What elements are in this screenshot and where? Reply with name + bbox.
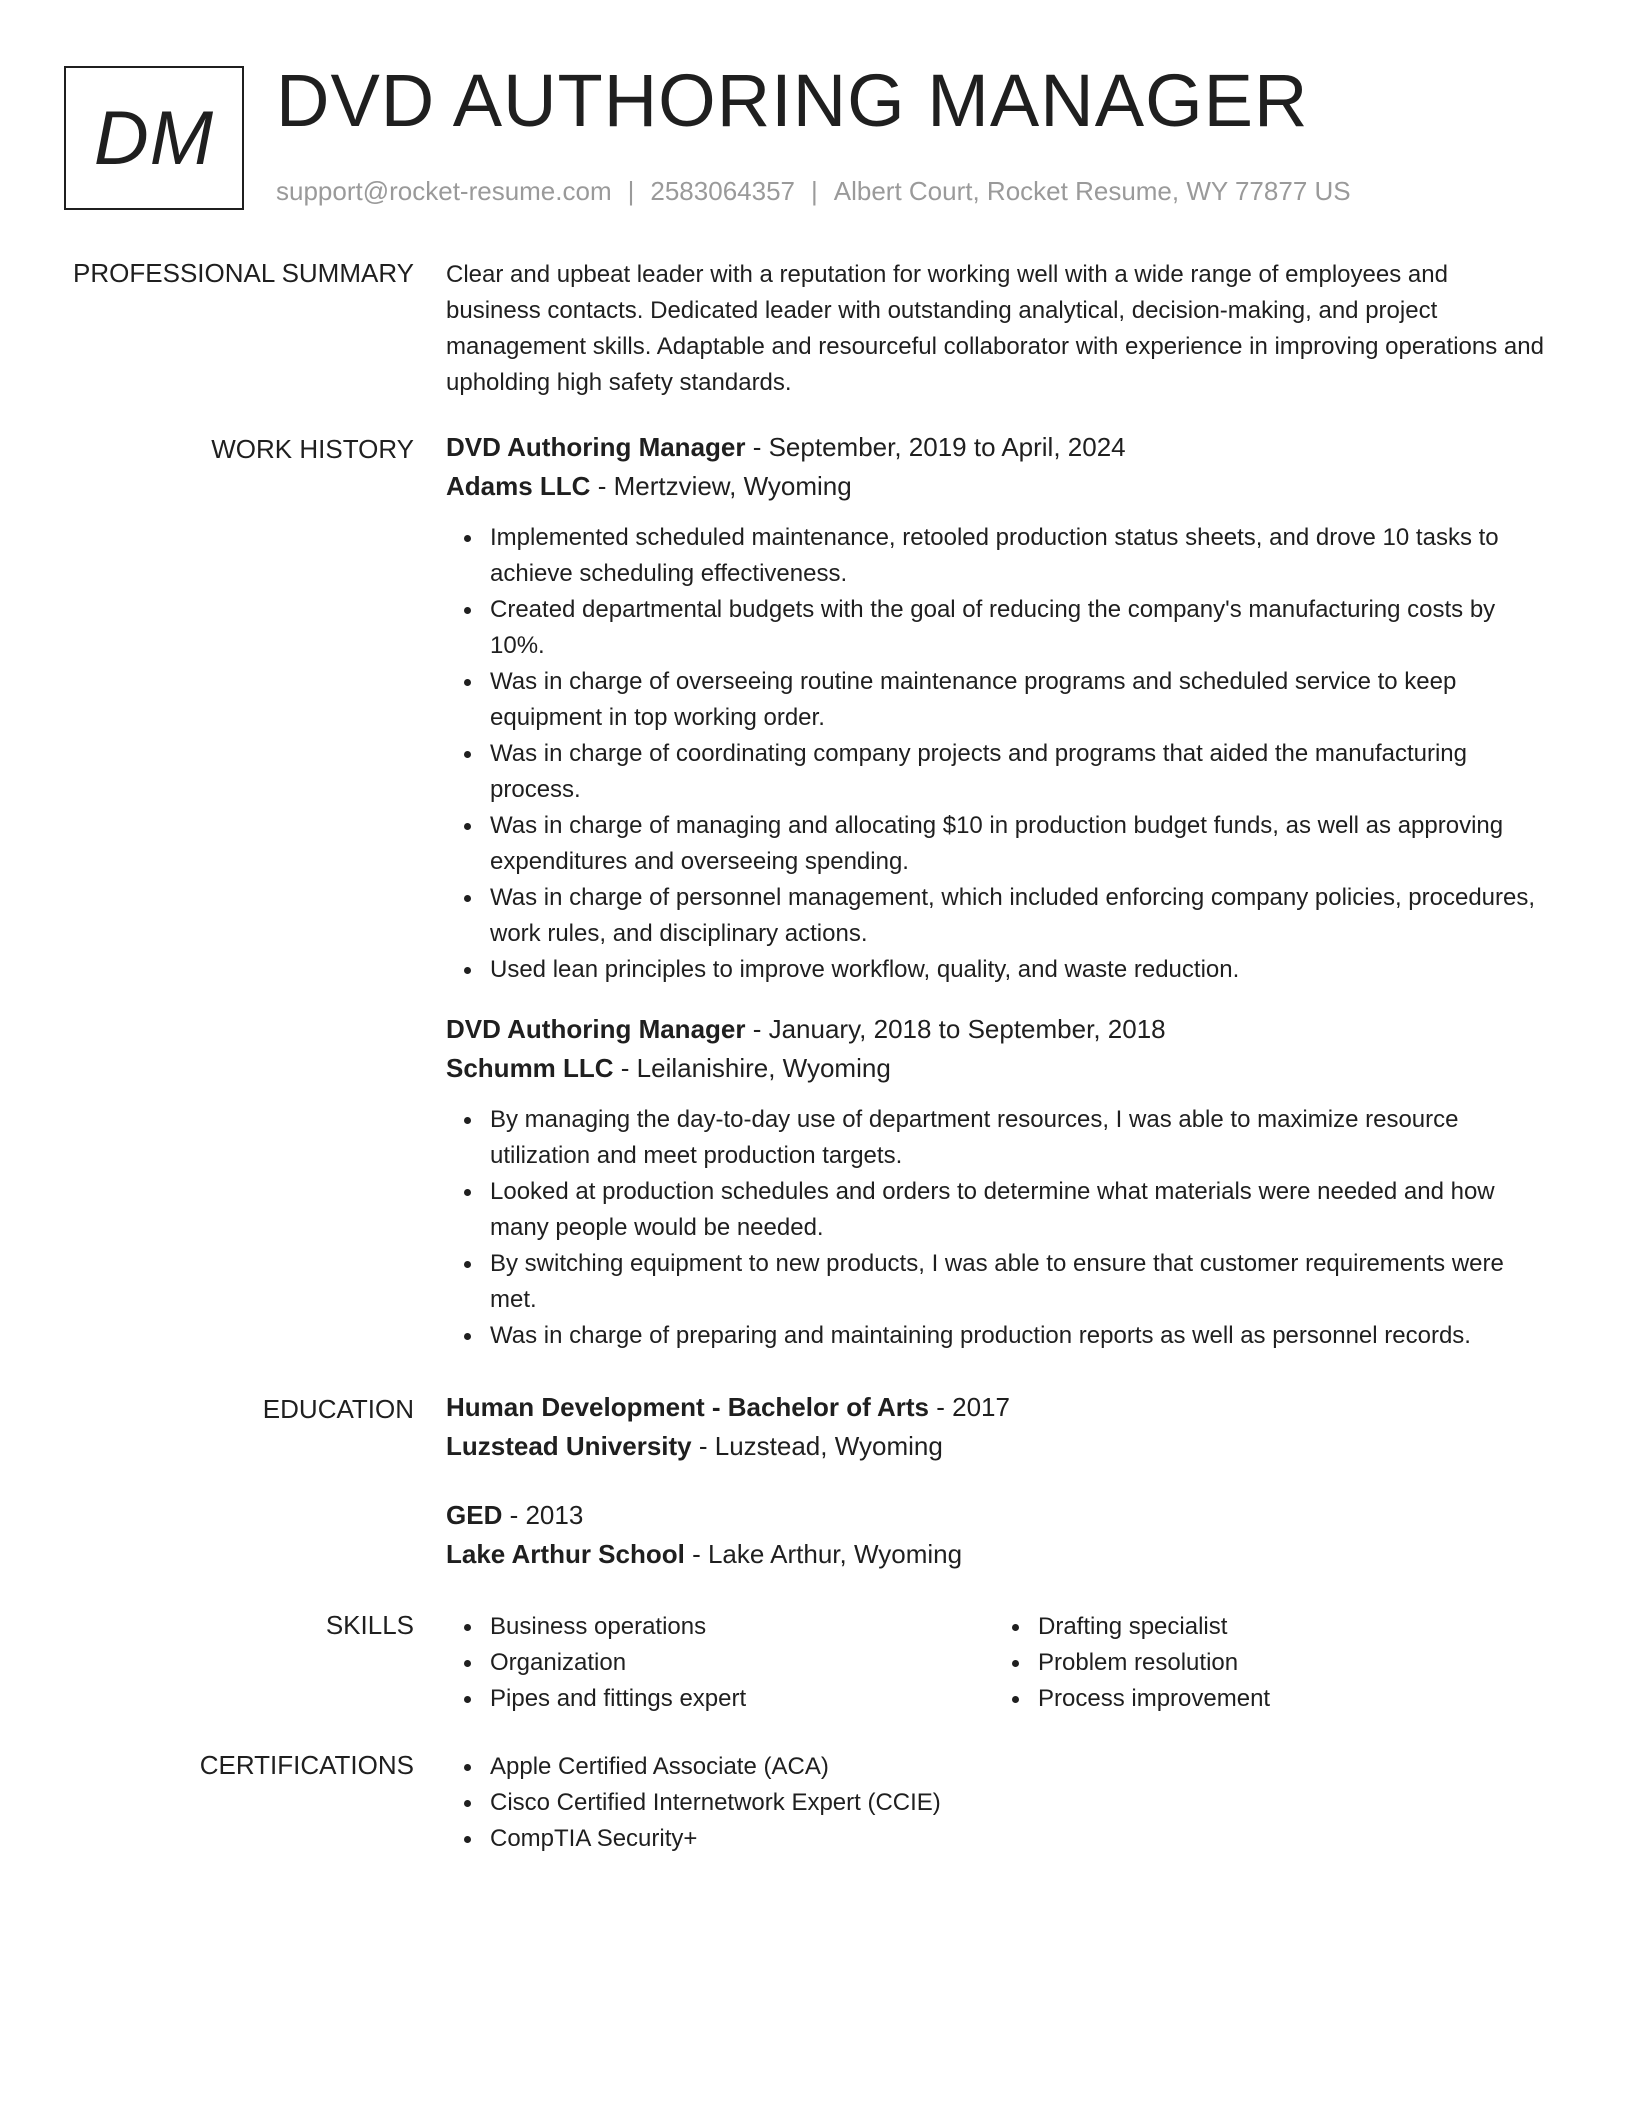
education-entry [446, 1502, 962, 1574]
job-company: Schumm LLC [446, 1053, 614, 1083]
resume-title: DVD AUTHORING MANAGER [276, 59, 1309, 142]
education-entry [446, 1388, 1546, 1466]
school-location: - Luzstead, Wyoming [691, 1431, 943, 1461]
degree-year: - 2017 [929, 1392, 1010, 1422]
list-item: By managing the day-to-day use of department resources, I was able to maximize resource utilization and meet production targets. [446, 1102, 1546, 1174]
contact-separator: | [811, 176, 818, 206]
contact-line [276, 176, 1351, 207]
contact-separator: | [627, 176, 635, 206]
skill-item: Problem resolution [994, 1645, 1542, 1681]
skill-item: Drafting specialist [994, 1609, 1542, 1645]
degree-year: - 2013 [502, 1500, 584, 1530]
list-item: Was in charge of managing and allocating $10 in production budget funds, as well as approving expenditures and overseeing spending. [446, 808, 1546, 880]
degree-line [446, 1388, 1546, 1427]
summary-text: Clear and upbeat leader with a reputation for working well with a wide range of employees and business contacts. Dedicated leader with outstanding analytical, decision-making, and project management skills. Adaptable and resourceful collaborator with experience in improving operations and upholding high safety standards. [446, 261, 1544, 396]
certification-item: Cisco Certified Internetwork Expert (CCIE) [446, 1785, 1546, 1821]
list-item: Used lean principles to improve workflow, quality, and waste reduction. [446, 952, 1546, 988]
contact-address: Albert Court, Rocket Resume, WY 77877 US [833, 176, 1351, 206]
list-item: Was in charge of preparing and maintaining production reports as well as personnel records. [446, 1318, 1546, 1354]
job-dates: - September, 2019 to April, 2024 [745, 432, 1126, 462]
school-location: - Lake Arthur, Wyoming [684, 1539, 963, 1569]
job-company-line [446, 1049, 1546, 1088]
degree: GED [446, 1500, 503, 1530]
skill-item: Process improvement [994, 1681, 1542, 1717]
job-entry [446, 428, 1546, 988]
school-line [446, 1427, 1546, 1466]
certification-item: Apple Certified Associate (ACA) [446, 1749, 1546, 1785]
section-label-summary: PROFESSIONAL SUMMARY [73, 258, 414, 288]
degree: Human Development - Bachelor of Arts [446, 1392, 930, 1422]
job-location: - Mertzview, Wyoming [590, 471, 852, 501]
job-bullets [446, 520, 1546, 988]
list-item: Implemented scheduled maintenance, retooled production status sheets, and drove 10 tasks to achieve scheduling effectiveness. [446, 520, 1546, 592]
job-title-line [446, 1010, 1546, 1049]
skill-item: Pipes and fittings expert [446, 1681, 994, 1717]
job-title: DVD Authoring Manager [446, 1014, 746, 1044]
list-item: Was in charge of coordinating company projects and programs that aided the manufacturing process. [446, 736, 1546, 808]
job-title: DVD Authoring Manager [446, 432, 746, 462]
contact-email[interactable]: support@rocket-resume.com [276, 176, 612, 206]
section-label-work-history: WORK HISTORY [211, 434, 414, 464]
monogram-box [64, 66, 244, 210]
job-company: Adams LLC [446, 471, 591, 501]
job-entry [446, 1016, 1546, 1354]
section-label-skills: SKILLS [325, 1610, 414, 1640]
school-line [446, 1535, 962, 1574]
job-bullets [446, 1102, 1546, 1354]
list-item: Created departmental budgets with the goal of reducing the company's manufacturing costs by 10%. [446, 592, 1546, 664]
skills-list-left [446, 1609, 994, 1717]
section-label-education: EDUCATION [262, 1394, 414, 1424]
school: Lake Arthur School [446, 1539, 685, 1569]
certifications-list [446, 1749, 1546, 1857]
school: Luzstead University [446, 1431, 692, 1461]
skill-item: Business operations [446, 1609, 994, 1645]
skill-item: Organization [446, 1645, 994, 1681]
certification-item: CompTIA Security+ [446, 1821, 1546, 1857]
list-item: Was in charge of personnel management, which included enforcing company policies, procedures, work rules, and disciplinary actions. [446, 880, 1546, 952]
list-item: Was in charge of overseeing routine maintenance programs and scheduled service to keep equipment in top working order. [446, 664, 1546, 736]
job-company-line [446, 467, 1546, 506]
job-location: - Leilanishire, Wyoming [613, 1053, 891, 1083]
contact-phone[interactable]: 2583064357 [650, 176, 795, 206]
monogram-initials: DM [93, 95, 215, 181]
skills-list-right [994, 1609, 1542, 1717]
list-item: By switching equipment to new products, I was able to ensure that customer requirements were met. [446, 1246, 1546, 1318]
list-item: Looked at production schedules and orders to determine what materials were needed and how many people would be needed. [446, 1174, 1546, 1246]
job-title-line [446, 428, 1546, 467]
degree-line [446, 1496, 962, 1535]
job-dates: - January, 2018 to September, 2018 [745, 1014, 1166, 1044]
section-label-certifications: CERTIFICATIONS [199, 1750, 414, 1780]
